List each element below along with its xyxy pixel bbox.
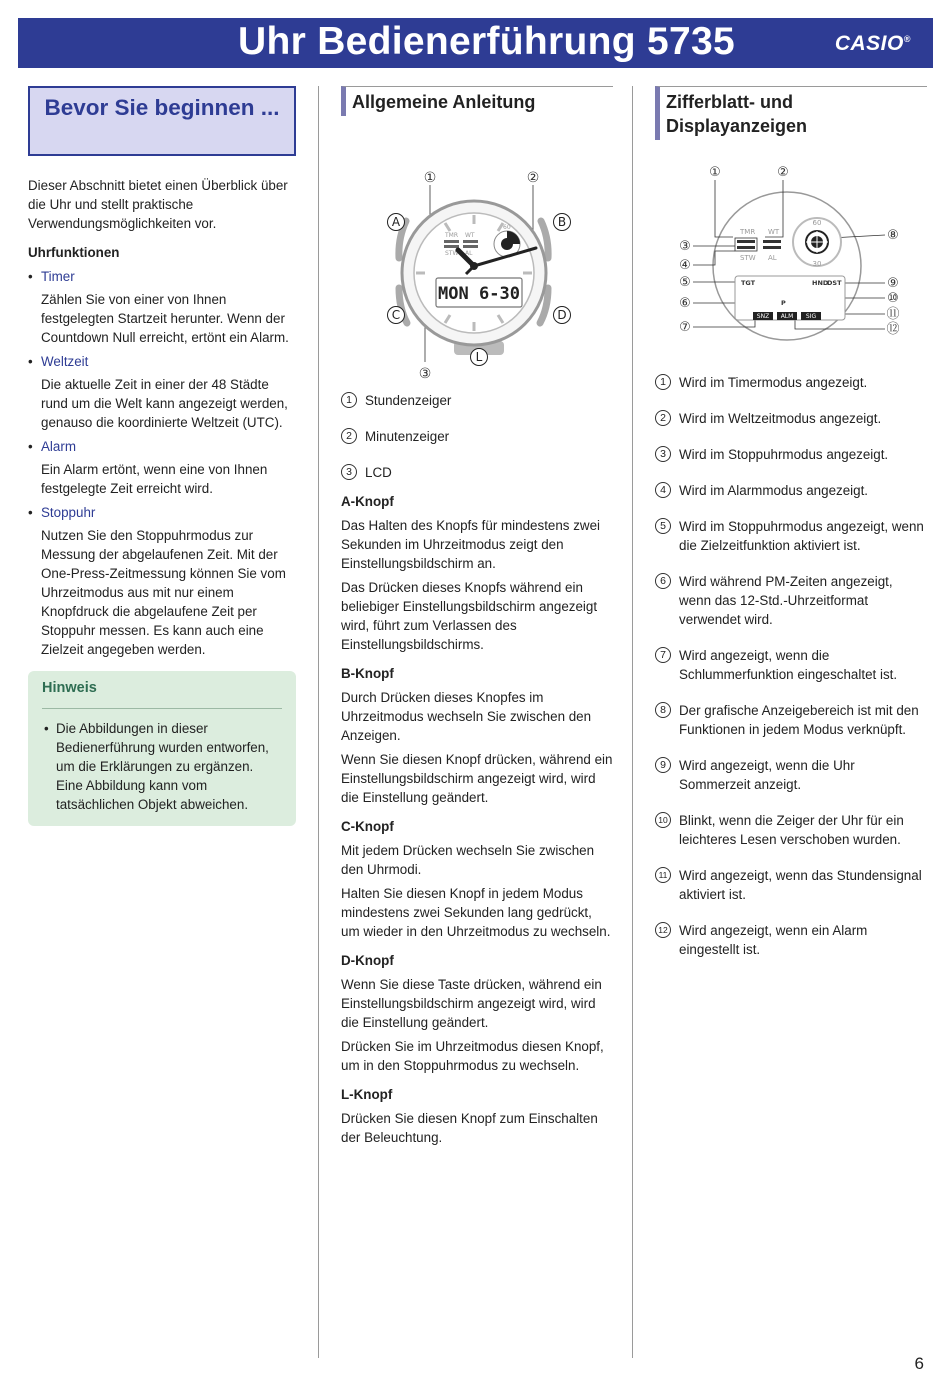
callout-11: ⑪ bbox=[886, 307, 900, 322]
lcd-tgt: TGT bbox=[741, 279, 756, 287]
list-item bbox=[655, 409, 927, 428]
item-text: Wird im Timermodus angezeigt. bbox=[679, 375, 868, 390]
column-intro bbox=[28, 86, 296, 826]
header-bar bbox=[18, 18, 933, 68]
list-item bbox=[655, 811, 927, 849]
item-text: Wird im Alarmmodus angezeigt. bbox=[679, 483, 869, 498]
callout-1: ① bbox=[423, 170, 437, 186]
item-text: Wird im Stoppuhrmodus angezeigt, wenn die Zielzeitfunktion aktiviert ist. bbox=[679, 519, 924, 553]
note-box bbox=[28, 671, 296, 826]
button-heading-d: D-Knopf bbox=[341, 953, 394, 968]
dial-label-al: AL bbox=[768, 254, 777, 262]
note-text: • Die Abbildungen in dieser Bedienerführung wurden entworfen, um die Erklärungen zu ergänzen. Eine Abbildung kann vom tatsächlichen Objekt abweichen. bbox=[42, 719, 282, 814]
column-divider-1 bbox=[318, 86, 319, 1358]
dial-label-al: AL bbox=[465, 250, 473, 257]
feature-link-stoppuhr[interactable]: • Stoppuhr bbox=[28, 503, 296, 522]
button-label-a: A bbox=[391, 215, 401, 229]
dial-display-diagram bbox=[655, 154, 927, 359]
feature-link-timer[interactable]: • Timer bbox=[28, 267, 296, 286]
feature-desc: Zählen Sie von einer von Ihnen festgelegten Startzeit herunter. Wenn der Countdown Null erreicht, ertönt ein Alarm. bbox=[41, 292, 289, 345]
button-heading-a: A-Knopf bbox=[341, 494, 394, 509]
subdial-60: 60 bbox=[812, 219, 822, 227]
button-label-c: C bbox=[391, 308, 401, 322]
item-text: Wird angezeigt, wenn die Schlummerfunktion eingeschaltet ist. bbox=[679, 648, 898, 682]
item-number: 9 bbox=[655, 757, 671, 773]
feature-item bbox=[28, 437, 296, 498]
feature-desc: Ein Alarm ertönt, wenn eine von Ihnen festgelegte Zeit erreicht wird. bbox=[41, 462, 268, 496]
list-item bbox=[655, 572, 927, 629]
button-desc: Wenn Sie diesen Knopf drücken, während ein Einstellungsbildschirm angezeigt wird, wird die Einstellung geändert. bbox=[341, 752, 613, 805]
button-label-d: D bbox=[557, 308, 567, 322]
callout-1: ① bbox=[709, 165, 721, 180]
watch-front-diagram bbox=[341, 118, 613, 383]
column-display bbox=[655, 86, 927, 959]
dial-label-stw: STW bbox=[740, 254, 756, 262]
item-number: 3 bbox=[341, 464, 357, 480]
item-number: 11 bbox=[655, 867, 671, 883]
indicator-list bbox=[655, 373, 927, 959]
feature-link-alarm[interactable]: • Alarm bbox=[28, 437, 296, 456]
item-text: LCD bbox=[365, 465, 392, 480]
lcd-sig: SIG bbox=[805, 313, 817, 320]
button-heading-c: C-Knopf bbox=[341, 819, 394, 834]
list-item bbox=[655, 921, 927, 959]
item-number: 2 bbox=[341, 428, 357, 444]
button-desc: Drücken Sie im Uhrzeitmodus diesen Knopf, um in den Stoppuhrmodus zu wechseln. bbox=[341, 1039, 604, 1073]
intro-text: Dieser Abschnitt bietet einen Überblick über die Uhr und stellt praktische Verwendungsmöglichkeiten vor. bbox=[28, 178, 288, 231]
dial-label-tmr: TMR bbox=[445, 232, 459, 239]
callout-2: ② bbox=[526, 170, 540, 186]
list-item bbox=[341, 391, 613, 410]
column-general bbox=[341, 86, 613, 1147]
list-item bbox=[655, 756, 927, 794]
button-desc: Das Halten des Knopfs für mindestens zwei Sekunden im Uhrzeitmodus zeigt den Einstellungsbildschirm an. bbox=[341, 518, 601, 571]
item-number: 6 bbox=[655, 573, 671, 589]
item-text: Wird während PM-Zeiten angezeigt, wenn das 12-Std.-Uhrzeitformat verwendet wird. bbox=[679, 574, 893, 627]
note-heading: Hinweis bbox=[42, 679, 282, 709]
column-divider-2 bbox=[632, 86, 633, 1358]
item-text: Blinkt, wenn die Zeiger der Uhr für ein leichteres Lesen verschoben wurden. bbox=[679, 813, 904, 847]
lcd-text: MON 6-30 bbox=[438, 284, 520, 304]
callout-9: ⑨ bbox=[887, 276, 899, 291]
section-title-general: Allgemeine Anleitung bbox=[341, 86, 613, 116]
dial-label-60: 60 bbox=[503, 224, 511, 231]
item-number: 2 bbox=[655, 410, 671, 426]
item-text: Wird im Stoppuhrmodus angezeigt. bbox=[679, 447, 889, 462]
item-number: 1 bbox=[655, 374, 671, 390]
item-number: 5 bbox=[655, 518, 671, 534]
dial-label-wt: WT bbox=[465, 232, 475, 239]
button-label-b: B bbox=[557, 215, 567, 229]
button-desc: Mit jedem Drücken wechseln Sie zwischen den Uhrmodi. bbox=[341, 843, 595, 877]
list-item bbox=[655, 701, 927, 739]
callout-3: ③ bbox=[679, 239, 691, 254]
button-heading-l: L-Knopf bbox=[341, 1087, 393, 1102]
item-text: Der grafische Anzeigebereich ist mit den Funktionen in jedem Modus verknüpft. bbox=[679, 703, 919, 737]
list-item bbox=[341, 427, 613, 446]
button-desc: Das Drücken dieses Knopfs während ein beliebiger Einstellungsbildschirm angezeigt wird, führt zum Verlassen des Einstellungsbildschirms. bbox=[341, 580, 598, 652]
page-title: Uhr Bedienerführung 5735 bbox=[238, 20, 735, 63]
subdial-30: 30 bbox=[812, 260, 822, 268]
item-number: 3 bbox=[655, 446, 671, 462]
registered-mark: ® bbox=[903, 34, 911, 44]
list-item bbox=[655, 517, 927, 555]
item-text: Wird im Weltzeitmodus angezeigt. bbox=[679, 411, 882, 426]
lcd-alm: ALM bbox=[780, 313, 794, 320]
item-number: 12 bbox=[655, 922, 671, 938]
lcd-hnd: HND bbox=[812, 279, 829, 287]
feature-item bbox=[28, 267, 296, 347]
item-number: 7 bbox=[655, 647, 671, 663]
item-number: 10 bbox=[655, 812, 671, 828]
feature-item bbox=[28, 352, 296, 432]
brand-logo bbox=[835, 32, 911, 56]
part-list bbox=[341, 391, 613, 482]
button-desc: Halten Sie diesen Knopf in jedem Modus mindestens zwei Sekunden lang gedrückt, um wieder in den Uhrzeitmodus zu wechseln. bbox=[341, 886, 611, 939]
lcd-dst: DST bbox=[827, 279, 842, 287]
item-number: 1 bbox=[341, 392, 357, 408]
list-item bbox=[655, 445, 927, 464]
list-item bbox=[655, 481, 927, 500]
button-label-l: L bbox=[475, 350, 483, 364]
item-number: 4 bbox=[655, 482, 671, 498]
feature-link-weltzeit[interactable]: • Weltzeit bbox=[28, 352, 296, 371]
section-title-display: Zifferblatt- und Displayanzeigen bbox=[655, 86, 927, 140]
callout-8: ⑧ bbox=[887, 228, 899, 243]
list-item bbox=[655, 866, 927, 904]
feature-item bbox=[28, 503, 296, 659]
lcd-snz: SNZ bbox=[756, 313, 770, 320]
callout-12: ⑫ bbox=[886, 322, 900, 337]
dial-label-stw: STW bbox=[445, 250, 459, 257]
lcd-p: P bbox=[781, 299, 786, 307]
callout-10: ⑩ bbox=[887, 291, 899, 306]
callout-6: ⑥ bbox=[679, 296, 691, 311]
section-box-title: Bevor Sie beginnen ... bbox=[28, 86, 296, 156]
callout-2: ② bbox=[777, 165, 789, 180]
brand-text: CASIO bbox=[834, 32, 904, 55]
item-text: Minutenzeiger bbox=[365, 429, 450, 444]
list-item bbox=[655, 373, 927, 392]
item-text: Stundenzeiger bbox=[365, 393, 452, 408]
list-item bbox=[341, 463, 613, 482]
dial-label-tmr: TMR bbox=[740, 228, 756, 236]
item-text: Wird angezeigt, wenn die Uhr Sommerzeit anzeigt. bbox=[679, 758, 855, 792]
callout-4: ④ bbox=[679, 258, 691, 273]
page-number: 6 bbox=[914, 1354, 924, 1373]
feature-desc: Die aktuelle Zeit in einer der 48 Städte rund um die Welt kann angezeigt werden, genauso die koordinierte Weltzeit (UTC). bbox=[41, 377, 288, 430]
button-desc: Drücken Sie diesen Knopf zum Einschalten der Beleuchtung. bbox=[341, 1111, 598, 1145]
list-item bbox=[655, 646, 927, 684]
button-desc: Durch Drücken dieses Knopfes im Uhrzeitmodus wechseln Sie zwischen den Anzeigen. bbox=[341, 690, 592, 743]
callout-5: ⑤ bbox=[679, 275, 691, 290]
button-heading-b: B-Knopf bbox=[341, 666, 394, 681]
item-text: Wird angezeigt, wenn ein Alarm eingestellt ist. bbox=[679, 923, 868, 957]
item-number: 8 bbox=[655, 702, 671, 718]
functions-heading: Uhrfunktionen bbox=[28, 245, 120, 260]
feature-desc: Nutzen Sie den Stoppuhrmodus zur Messung der abgelaufenen Zeit. Mit der One-Press-Zeitmessung können Sie vom Uhrzeitmodus aus mit nur einem Knopfdruck die abgelaufene Zeit per Stoppuhr messen. Es kann auch eine Zielzeit angegeben werden. bbox=[41, 528, 286, 657]
button-desc: Wenn Sie diese Taste drücken, während ein Einstellungsbildschirm angezeigt wird, wird die Einstellung geändert. bbox=[341, 977, 602, 1030]
callout-7: ⑦ bbox=[679, 320, 691, 335]
dial-label-wt: WT bbox=[768, 228, 780, 236]
callout-3: ③ bbox=[418, 366, 432, 382]
item-text: Wird angezeigt, wenn das Stundensignal aktiviert ist. bbox=[679, 868, 922, 902]
